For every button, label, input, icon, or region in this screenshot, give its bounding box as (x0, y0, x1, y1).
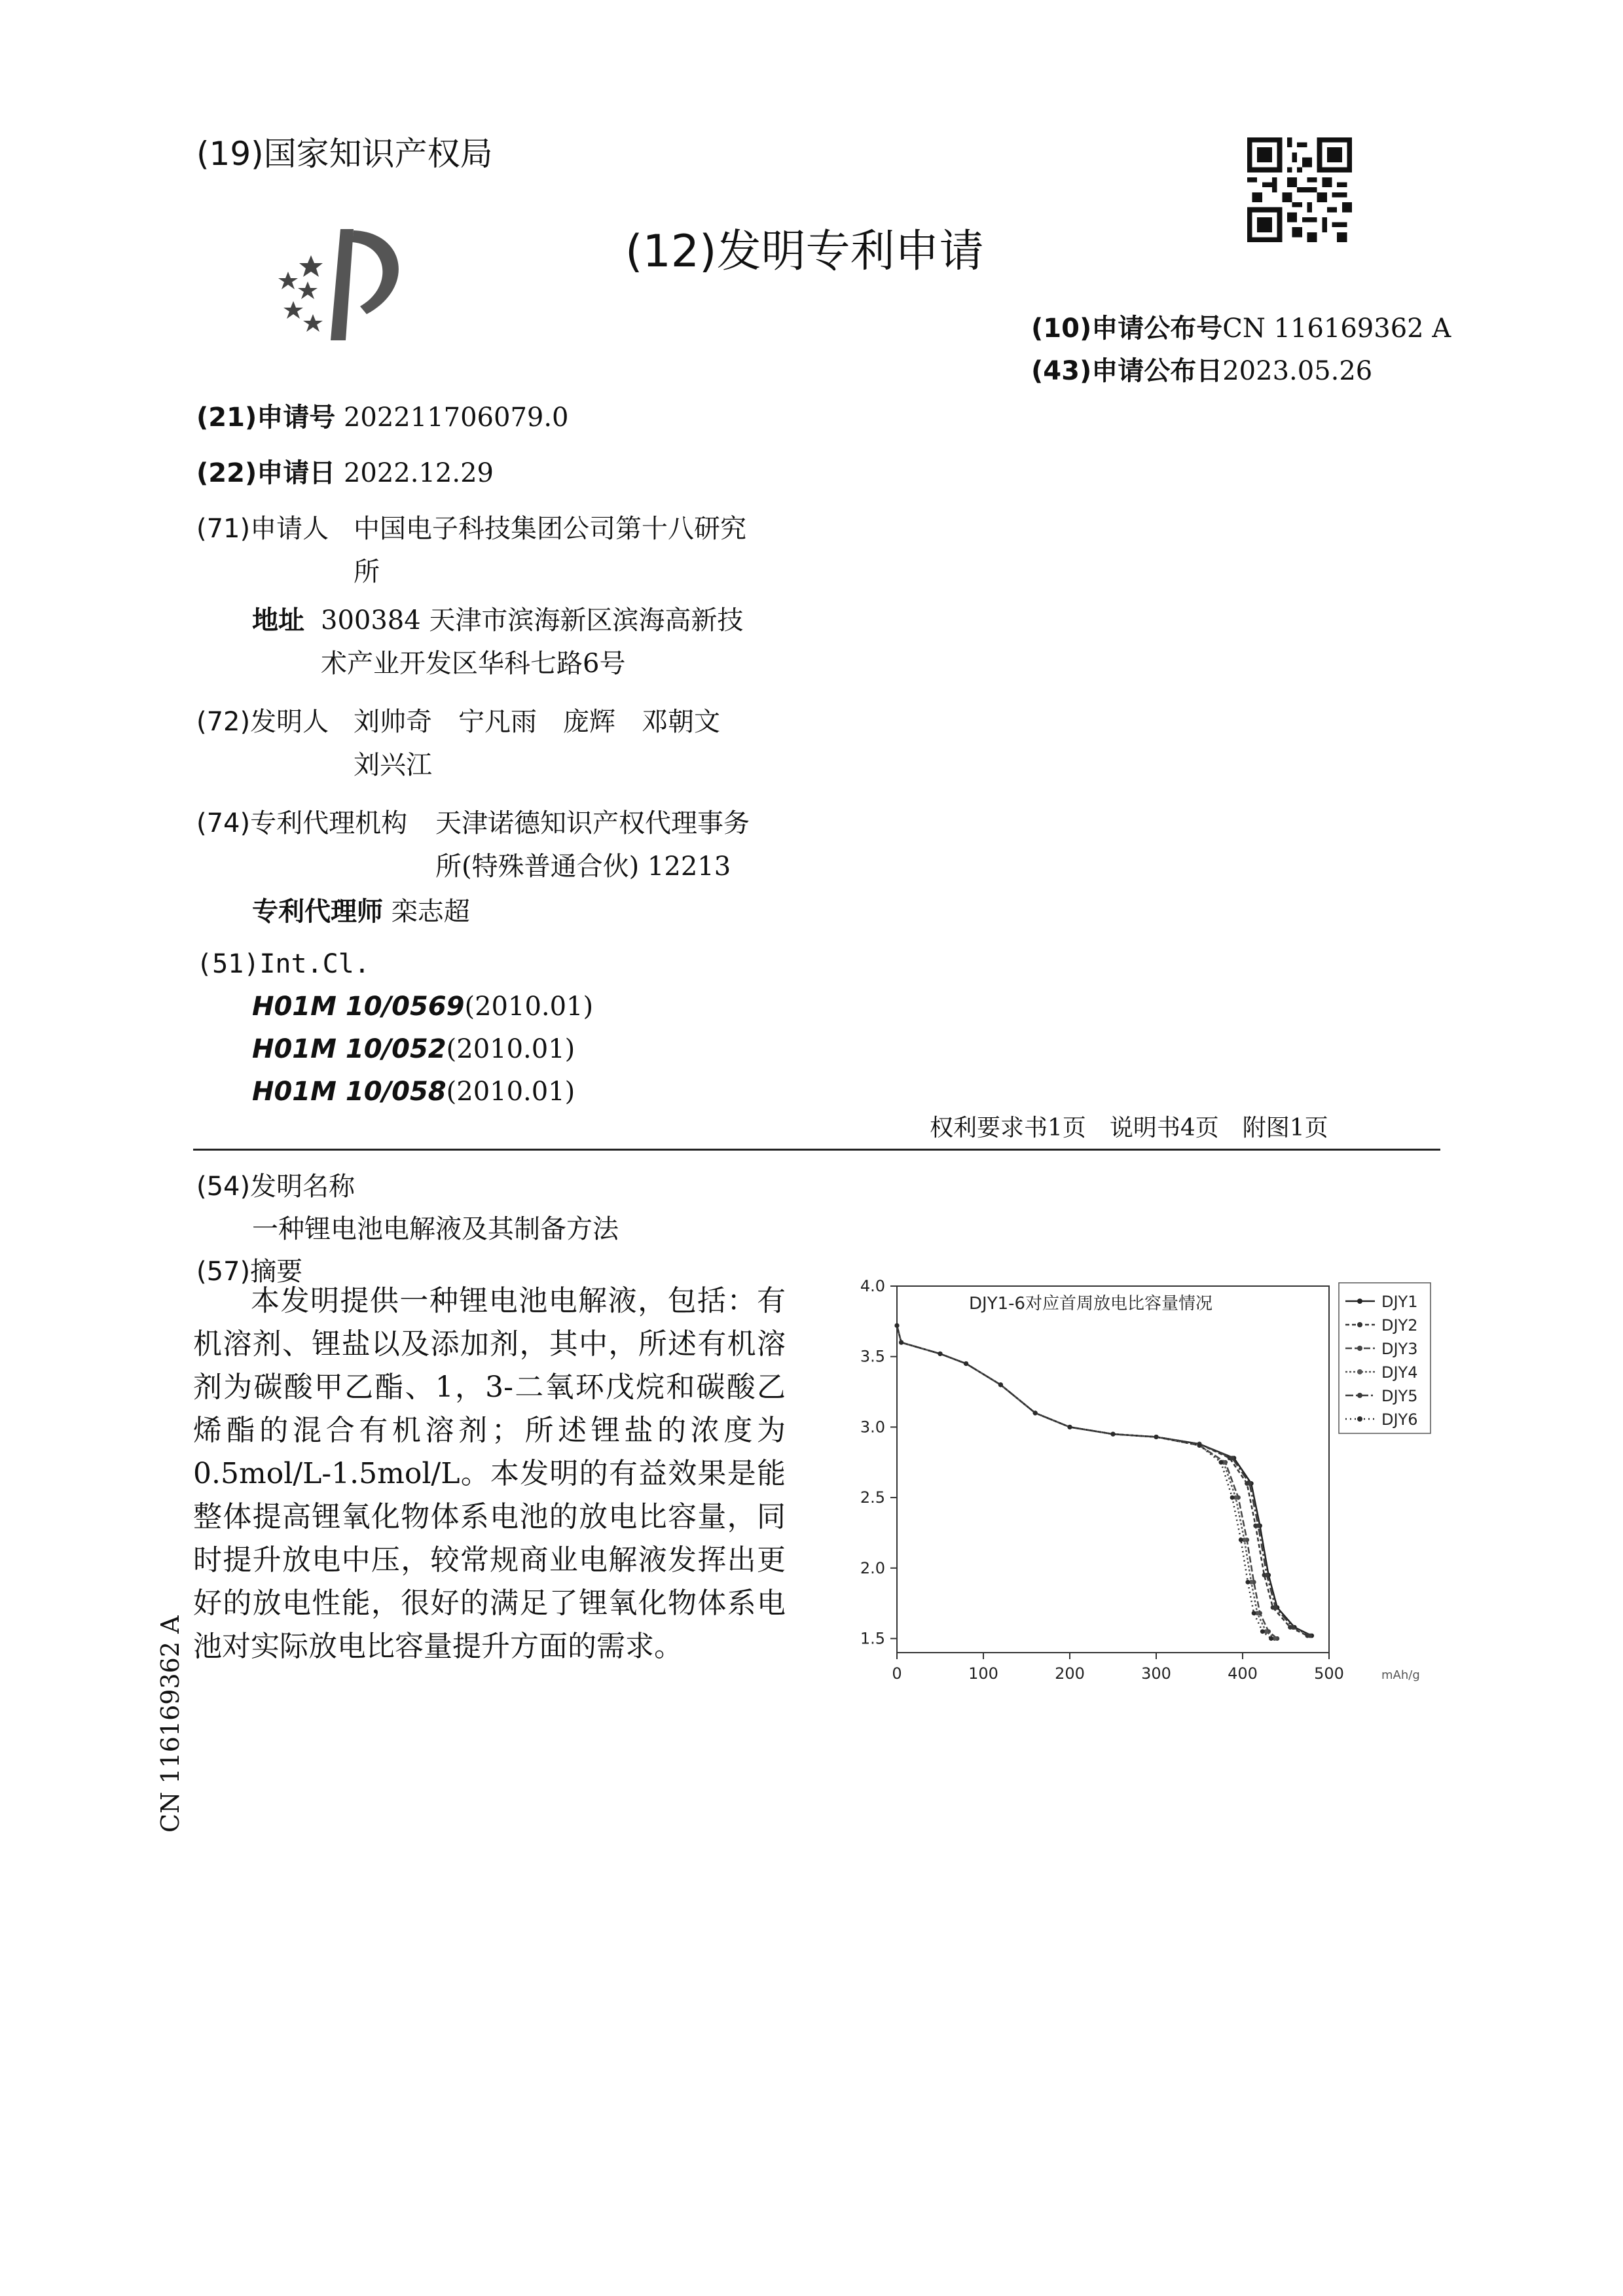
int-cl-entry (252, 1028, 575, 1071)
publication-date (1031, 350, 1372, 387)
data-point (1264, 1573, 1269, 1577)
y-tick-label: 2.0 (860, 1558, 885, 1577)
data-point (1256, 1524, 1260, 1528)
series-line-djy4 (897, 1325, 1275, 1638)
agency-label: (74)专利代理机构 (196, 808, 408, 838)
address-line-2: 术产业开发区华科七路6号 (321, 649, 626, 679)
x-tick-label: 400 (1228, 1664, 1258, 1683)
pub-no-label: (10)申请公布号 (1031, 314, 1223, 344)
x-tick-label: 100 (968, 1664, 998, 1683)
application-number (196, 396, 569, 439)
pub-date-value: 2023.05.26 (1222, 356, 1373, 386)
series-line-djy1 (897, 1325, 1312, 1636)
legend-label: DJY4 (1381, 1363, 1418, 1382)
pub-date-label: (43)申请公布日 (1031, 356, 1223, 386)
agent-value: 栾志超 (391, 897, 470, 927)
app-date-label: (22)申请日 (196, 458, 336, 488)
address-label: 地址 (252, 605, 304, 636)
legend-marker (1357, 1416, 1362, 1422)
inventors-label: (72)发明人 (196, 707, 329, 737)
data-point (895, 1323, 900, 1328)
agent-label: 专利代理师 (252, 897, 383, 927)
side-publication-code: CN 116169362 A (156, 1615, 185, 1833)
data-point (1068, 1425, 1072, 1429)
legend-marker (1357, 1393, 1362, 1398)
legend-label: DJY6 (1381, 1410, 1418, 1429)
agency-line-2: 所(特殊普通合伙) 12213 (435, 852, 731, 882)
invention-title: 一种锂电池电解液及其制备方法 (252, 1214, 619, 1244)
data-point (1252, 1611, 1256, 1615)
data-point (1111, 1432, 1116, 1437)
data-point (998, 1382, 1003, 1387)
series-line-djy6 (897, 1325, 1271, 1638)
pub-no-value: CN 116169362 A (1222, 314, 1451, 344)
data-point (1219, 1460, 1224, 1465)
series-line-djy5 (897, 1325, 1310, 1636)
data-point (1230, 1496, 1235, 1500)
data-point (1197, 1443, 1202, 1448)
data-point (1247, 1481, 1252, 1486)
applicant-line-1: 中国电子科技集团公司第十八研究 (354, 514, 746, 544)
cnipa-logo (262, 216, 432, 350)
y-tick-label: 4.0 (860, 1277, 885, 1295)
data-point (1307, 1634, 1312, 1638)
plot-frame (897, 1286, 1329, 1653)
data-point (938, 1352, 943, 1356)
office-name: (19)国家知识产权局 (196, 135, 493, 173)
app-no-label: (21)申请号 (196, 403, 336, 433)
data-point (1033, 1410, 1038, 1415)
int-cl-code: H01M 10/0569 (252, 992, 465, 1022)
legend-marker (1357, 1299, 1362, 1304)
data-point (1273, 1605, 1278, 1610)
discharge-chart (831, 1247, 1447, 1695)
pages-info: 权利要求书1页 说明书4页 附图1页 (930, 1115, 1328, 1141)
address-line-1: 300384 天津市滨海新区滨海高新技 (321, 605, 744, 636)
legend-marker (1357, 1369, 1362, 1374)
data-point (1239, 1537, 1243, 1542)
legend-marker (1357, 1346, 1362, 1351)
qr-code (1247, 137, 1352, 245)
data-point (1260, 1629, 1265, 1634)
agent (252, 890, 470, 933)
data-point (1154, 1435, 1159, 1439)
data-point (899, 1340, 903, 1345)
x-tick-label: 500 (1314, 1664, 1344, 1683)
legend-label: DJY3 (1381, 1340, 1418, 1358)
y-tick-label: 3.0 (860, 1418, 885, 1437)
inventors-line-1: 刘帅奇 宁凡雨 庞辉 邓朝文 (354, 707, 720, 737)
inventors-line-2: 刘兴江 (354, 750, 432, 780)
y-tick-label: 1.5 (860, 1629, 885, 1648)
title-label: (54)发明名称 (196, 1172, 356, 1202)
data-point (1269, 1636, 1273, 1641)
divider (193, 1149, 1440, 1151)
x-tick-label: 200 (1055, 1664, 1085, 1683)
int-cl-version: (2010.01) (464, 992, 594, 1022)
legend-label: DJY1 (1381, 1293, 1418, 1311)
abstract-label: (57)摘要 (196, 1257, 303, 1287)
int-cl-code: H01M 10/052 (252, 1034, 447, 1064)
legend-label: DJY2 (1381, 1316, 1418, 1335)
y-tick-label: 2.5 (860, 1488, 885, 1507)
application-date (196, 452, 494, 495)
app-date-value: 2022.12.29 (343, 458, 494, 488)
publication-number (1031, 308, 1451, 345)
applicant-label: (71)申请人 (196, 514, 329, 544)
int-cl-label: (51)Int.Cl. (196, 949, 370, 979)
legend-marker (1357, 1322, 1362, 1327)
agency-line-1: 天津诺德知识产权代理事务 (435, 808, 750, 838)
legend-label: DJY5 (1381, 1387, 1418, 1405)
series-line-djy3 (897, 1325, 1277, 1638)
data-point (1290, 1625, 1295, 1630)
chart-title: DJY1-6对应首周放电比容量情况 (969, 1294, 1213, 1314)
int-cl-code: H01M 10/058 (252, 1077, 447, 1107)
data-point (1230, 1456, 1235, 1460)
y-tick-label: 3.5 (860, 1347, 885, 1366)
app-no-value: 202211706079.0 (343, 403, 569, 433)
data-point (1245, 1580, 1250, 1585)
int-cl-entry (252, 985, 593, 1028)
x-axis-label: mAh/g (1381, 1668, 1420, 1682)
int-cl-entry (252, 1070, 575, 1113)
int-cl-version: (2010.01) (446, 1077, 575, 1107)
abstract-text: 本发明提供一种锂电池电解液，包括：有机溶剂、锂盐以及添加剂，其中，所述有机溶剂为碳酸甲乙酯、1，3-二氧环戊烷和碳酸乙烯酯的混合有机溶剂；所述锂盐的浓度为0.5mol/L-1.5mol/L。本发明的有益效果是能整体提高锂氧化物体系电池的放电比容量，同时提升放电中压，较常规商业电解液发挥出更好的放电性能，很好的满足了锂氧化物体系电池对实际放电比容量提升方面的需求。 (193, 1284, 786, 1663)
series-line-djy2 (897, 1325, 1307, 1636)
document-type: (12)发明专利申请 (625, 226, 984, 278)
applicant-line-2: 所 (354, 557, 380, 587)
int-cl-version: (2010.01) (446, 1034, 575, 1064)
x-tick-label: 0 (892, 1664, 902, 1683)
data-point (964, 1361, 968, 1366)
x-tick-label: 300 (1141, 1664, 1171, 1683)
